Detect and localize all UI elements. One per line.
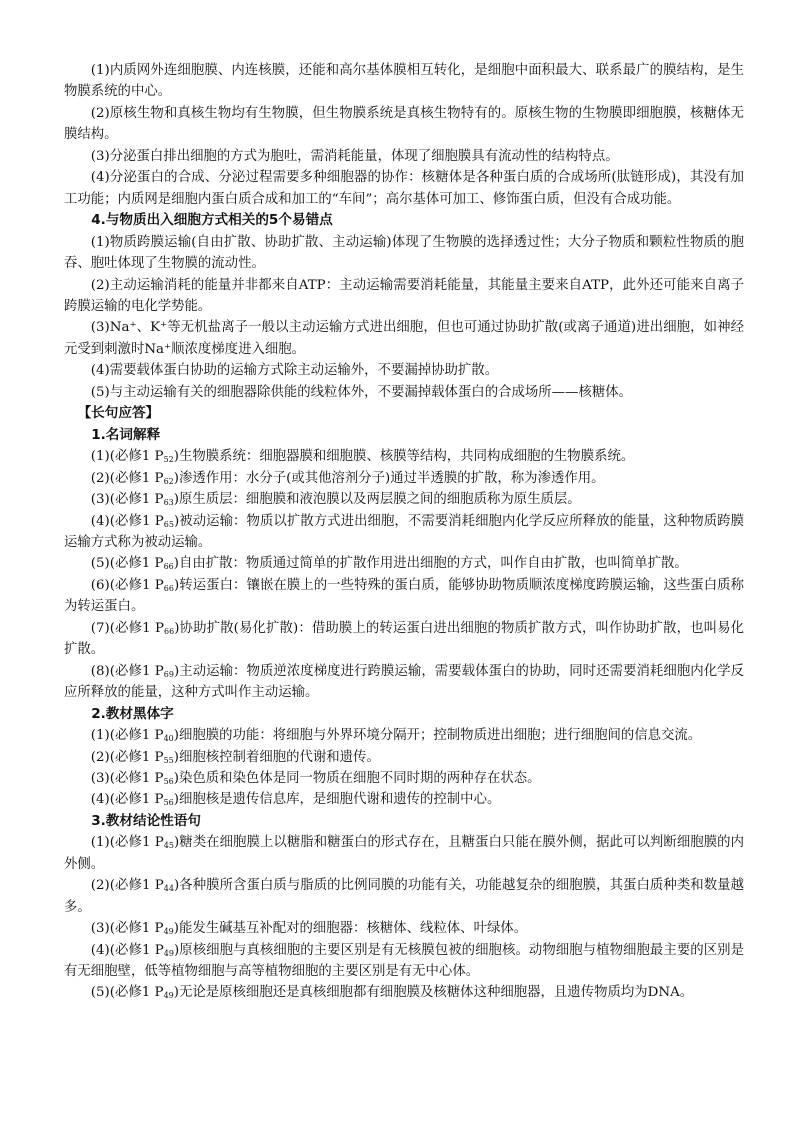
paragraph: (4)需要载体蛋白协助的运输方式除主动运输外，不要漏掉协助扩散。	[90, 363, 499, 379]
term-item: (2)(必修1 $P_{62}$)渗透作用：水分子(或其他溶剂分子)通过半透膜的扩散，称为渗透作用。	[90, 470, 605, 486]
term-item: (7)(必修1 $P_{66}$)协助扩散(易化扩散)：借助膜上的转运蛋白进出细胞的物质扩散方式，叫作协助扩散，也叫易化扩散。	[64, 620, 744, 658]
section-heading: 【长句应答】	[77, 405, 160, 422]
subsection-heading: 1.名词解释	[91, 426, 161, 443]
conclusion-item: (3)(必修1 $P_{49}$)能发生碱基互补配对的细胞器：核糖体、线粒体、叶绿体。	[90, 921, 528, 937]
conclusion-item: (1)(必修1 $P_{45}$)糖类在细胞膜上以糖脂和糖蛋白的形式存在，且糖蛋白只能在膜外侧，据此可以判断细胞膜的内外侧。	[64, 835, 744, 872]
term-item: (6)(必修1 $P_{66}$)转运蛋白：镶嵌在膜上的一些特殊的蛋白质，能够协助物质顺浓度梯度跨膜运输，这些蛋白质称为转运蛋白。	[64, 577, 744, 615]
paragraph: (2)原核生物和真核生物均有生物膜，但生物膜系统是真核生物特有的。原核生物的生物膜即细胞膜，核糖体无膜结构。	[64, 105, 744, 143]
term-item: (3)(必修1 $P_{63}$)原生质层：细胞膜和液泡膜以及两层膜之间的细胞质称为原生质层。	[90, 492, 581, 508]
paragraph: (1)内质网外连细胞膜、内连核膜，还能和高尔基体膜相互转化，是细胞中面积最大、联系最广的膜结构，是生物膜系统的中心。	[64, 63, 744, 100]
term-item: (5)(必修1 $P_{66}$)自由扩散：物质通过简单的扩散作用进出细胞的方式，叫作自由扩散，也叫简单扩散。	[90, 556, 688, 572]
document-page	[64, 60, 744, 1004]
paragraph: (4)分泌蛋白的合成、分泌过程需要多种细胞器的协作：核糖体是各种蛋白质的合成场所(肽链形成)，其没有加工功能；内质网是细胞内蛋白质合成和加工的“车间”；高尔基体可加工、修饰蛋白质，但没有合成功能。	[64, 170, 744, 207]
term-item: (4)(必修1 $P_{65}$)被动运输：物质以扩散方式进出细胞，不需要消耗细胞内化学反应所释放的能量，这种物质跨膜运输方式称为被动运输。	[64, 513, 744, 550]
paragraph: (1)物质跨膜运输(自由扩散、协助扩散、主动运输)体现了生物膜的选择透过性；大分子物质和颗粒性物质的胞吞、胞吐体现了生物膜的流动性。	[64, 234, 744, 272]
bold-text-item: (4)(必修1 $P_{56}$)细胞核是遗传信息库，是细胞代谢和遗传的控制中心。	[90, 792, 501, 808]
section-heading: 4.与物质出入细胞方式相关的5个易错点	[91, 212, 333, 229]
paragraph: (5)与主动运输有关的细胞器除供能的线粒体外，不要漏掉载体蛋白的合成场所——核糖体。	[90, 384, 632, 400]
term-item: (1)(必修1 $P_{52}$)生物膜系统：细胞器膜和细胞膜、核膜等结构，共同构成细胞的生物膜系统。	[90, 449, 635, 465]
paragraph: (3)Na⁺、K⁺等无机盐离子一般以主动运输方式进出细胞，但也可通过协助扩散(或离子通道)进出细胞，如神经元受到刺激时Na⁺顺浓度梯度进入细胞。	[64, 320, 744, 357]
subsection-heading: 3.教材结论性语句	[91, 812, 201, 829]
conclusion-item: (2)(必修1 $P_{44}$)各种膜所含蛋白质与脂质的比例同膜的功能有关，功能越复杂的细胞膜，其蛋白质种类和数量越多。	[64, 878, 744, 915]
subsection-heading: 2.教材黑体字	[91, 705, 174, 722]
conclusion-item: (5)(必修1 $P_{49}$)无论是原核细胞还是真核细胞都有细胞膜及核糖体这种细胞器，且遗传物质均为DNA。	[90, 985, 694, 1001]
bold-text-item: (1)(必修1 $P_{40}$)细胞膜的功能：将细胞与外界环境分隔开；控制物质进出细胞；进行细胞间的信息交流。	[90, 728, 702, 744]
conclusion-item: (4)(必修1 $P_{49}$)原核细胞与真核细胞的主要区别是有无核膜包被的细胞核。动物细胞与植物细胞最主要的区别是有无细胞壁，低等植物细胞与高等植物细胞的主要区别是有无中心体。	[64, 942, 744, 980]
bold-text-item: (2)(必修1 $P_{55}$)细胞核控制着细胞的代谢和遗传。	[90, 749, 380, 765]
paragraph: (3)分泌蛋白排出细胞的方式为胞吐，需消耗能量，体现了细胞膜具有流动性的结构特点。	[90, 148, 619, 164]
term-item: (8)(必修1 $P_{69}$)主动运输：物质逆浓度梯度进行跨膜运输，需要载体蛋白的协助，同时还需要消耗细胞内化学反应所释放的能量，这种方式叫作主动运输。	[64, 663, 744, 701]
paragraph: (2)主动运输消耗的能量并非都来自ATP：主动运输需要消耗能量，其能量主要来自ATP，此外还可能来自离子跨膜运输的电化学势能。	[64, 277, 744, 314]
bold-text-item: (3)(必修1 $P_{56}$)染色质和染色体是同一物质在细胞不同时期的两种存在状态。	[90, 770, 541, 786]
